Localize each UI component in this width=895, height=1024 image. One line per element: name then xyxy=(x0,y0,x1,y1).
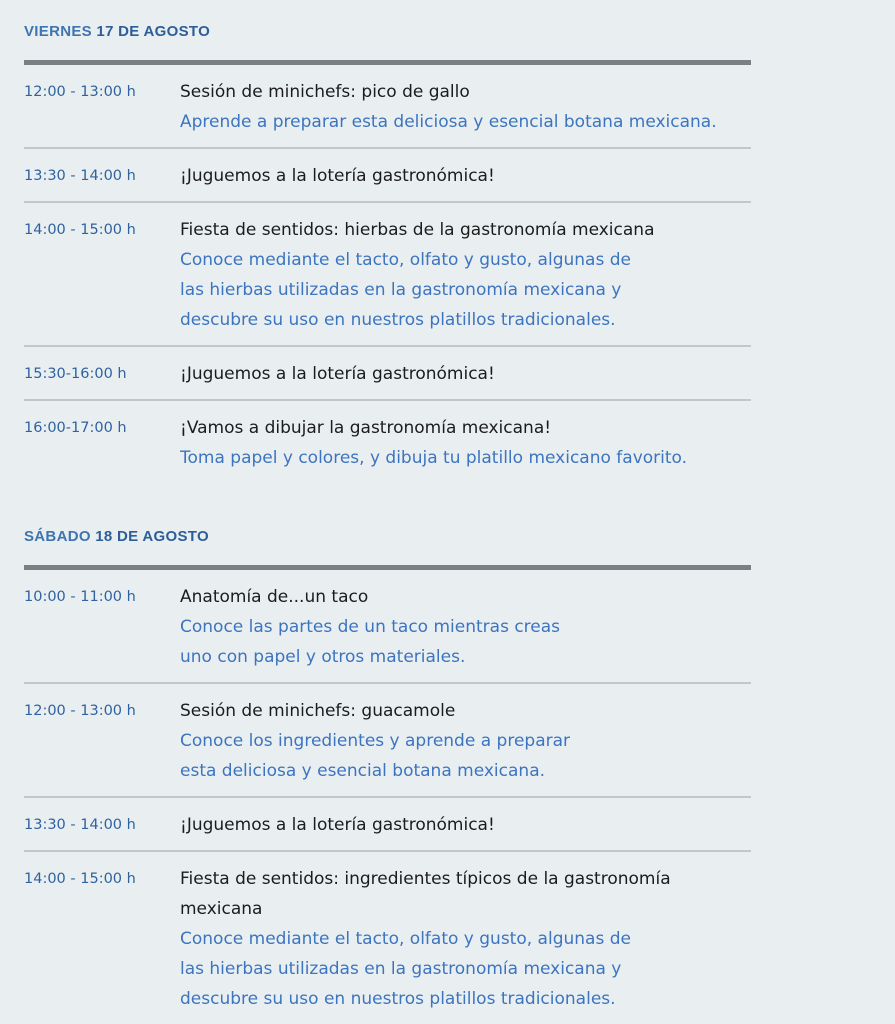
event-time: 14:00 - 15:00 h xyxy=(24,871,136,887)
schedule-row xyxy=(24,401,751,483)
day-section-friday xyxy=(24,22,751,483)
day-heading xyxy=(24,22,751,42)
event-title: ¡Vamos a dibujar la gastronomía mexicana! xyxy=(180,418,552,438)
event-title: Sesión de minichefs: pico de gallo xyxy=(180,82,470,102)
event-description: Conoce mediante el tacto, olfato y gusto, algunas de xyxy=(180,929,631,949)
event-description: Toma papel y colores, y dibuja tu platillo mexicano favorito. xyxy=(180,448,688,468)
schedule-row xyxy=(24,852,751,1024)
event-title: ¡Juguemos a la lotería gastronómica! xyxy=(180,364,495,384)
schedule-row xyxy=(24,570,751,684)
event-title: ¡Juguemos a la lotería gastronómica! xyxy=(180,166,495,186)
event-title: ¡Juguemos a la lotería gastronómica! xyxy=(180,815,495,835)
event-description: las hierbas utilizadas en la gastronomía mexicana y xyxy=(180,959,622,979)
schedule-row xyxy=(24,65,751,149)
schedule-row xyxy=(24,149,751,203)
day-section-saturday xyxy=(24,527,751,1024)
event-description: uno con papel y otros materiales. xyxy=(180,647,466,667)
schedule-row xyxy=(24,798,751,852)
event-time: 12:00 - 13:00 h xyxy=(24,703,136,719)
event-time: 10:00 - 11:00 h xyxy=(24,589,136,605)
day-name: SÁBADO xyxy=(24,528,91,545)
schedule-row xyxy=(24,684,751,798)
event-title: Fiesta de sentidos: ingredientes típicos de la gastronomía xyxy=(180,869,671,889)
event-description: Conoce mediante el tacto, olfato y gusto, algunas de xyxy=(180,250,631,270)
schedule-row xyxy=(24,347,751,401)
event-description: esta deliciosa y esencial botana mexicana. xyxy=(180,761,546,781)
event-time: 16:00-17:00 h xyxy=(24,420,127,436)
event-description: Conoce las partes de un taco mientras creas xyxy=(180,617,561,637)
event-time: 13:30 - 14:00 h xyxy=(24,168,136,184)
schedule-row xyxy=(24,203,751,347)
event-description: descubre su uso en nuestros platillos tradicionales. xyxy=(180,310,616,330)
event-time: 12:00 - 13:00 h xyxy=(24,84,136,100)
event-description: descubre su uso en nuestros platillos tradicionales. xyxy=(180,989,616,1009)
event-title: Fiesta de sentidos: hierbas de la gastronomía mexicana xyxy=(180,220,655,240)
event-description: las hierbas utilizadas en la gastronomía mexicana y xyxy=(180,280,622,300)
event-time: 14:00 - 15:00 h xyxy=(24,222,136,238)
day-heading xyxy=(24,527,751,547)
event-description: Aprende a preparar esta deliciosa y esencial botana mexicana. xyxy=(180,112,717,132)
event-time: 15:30-16:00 h xyxy=(24,366,127,382)
day-date: 18 DE AGOSTO xyxy=(95,528,209,545)
event-description: Conoce los ingredientes y aprende a preparar xyxy=(180,731,571,751)
event-time: 13:30 - 14:00 h xyxy=(24,817,136,833)
event-title-continued: mexicana xyxy=(180,899,263,919)
day-date: 17 DE AGOSTO xyxy=(96,23,211,40)
event-title: Anatomía de...un taco xyxy=(180,587,369,607)
event-title: Sesión de minichefs: guacamole xyxy=(180,701,456,721)
day-name: VIERNES xyxy=(24,23,92,40)
